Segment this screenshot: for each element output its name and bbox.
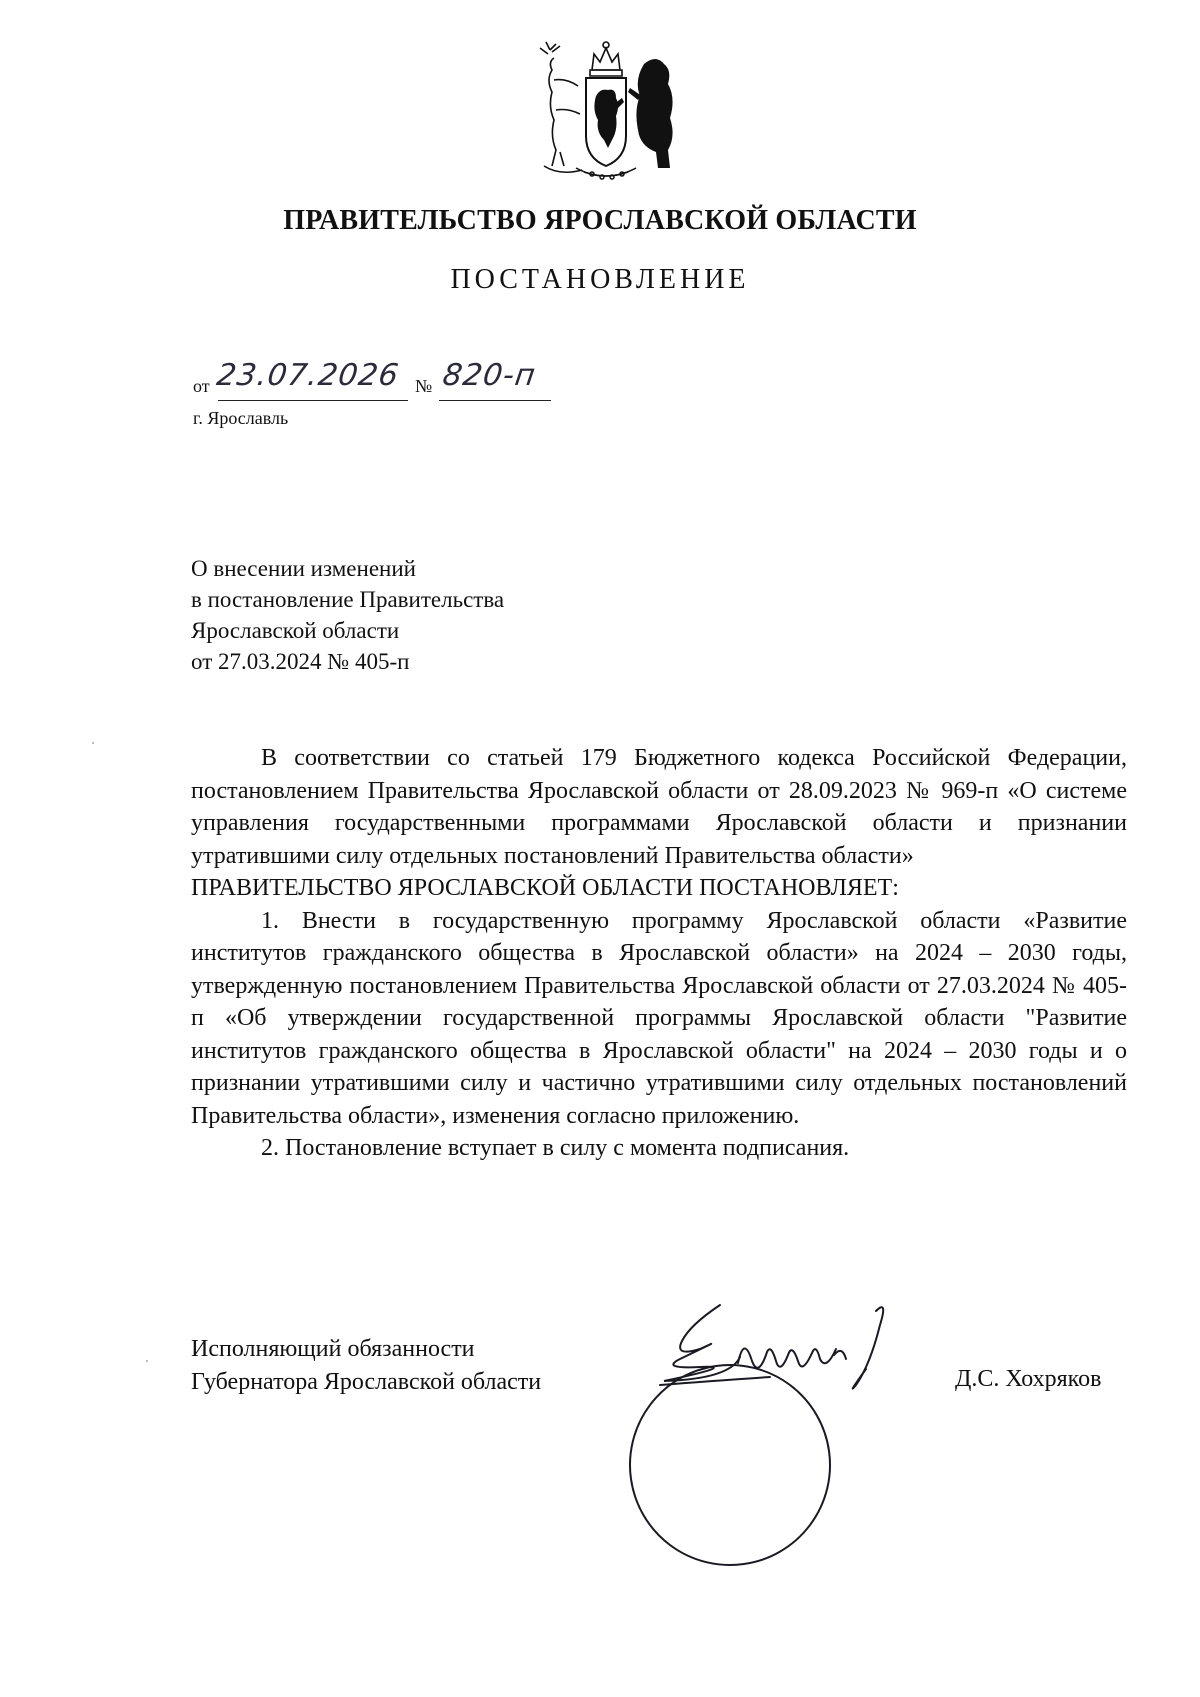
document-type: ПОСТАНОВЛЕНИЕ	[450, 264, 750, 295]
subject-block	[191, 553, 504, 677]
number-prefix: №	[415, 376, 433, 396]
signer-position	[191, 1333, 541, 1399]
scan-speck	[146, 1360, 148, 1362]
subject-line: от 27.03.2024 № 405-п	[191, 649, 410, 674]
org-title: ПРАВИТЕЛЬСТВО ЯРОСЛАВСКОЙ ОБЛАСТИ	[283, 205, 917, 236]
item-2-paragraph: 2. Постановление вступает в силу с момента подписания.	[261, 1135, 850, 1161]
preamble-paragraph: В соответствии со статьей 179 Бюджетного кодекса Российской Федерации, постановлением Правительства Ярославской области от 28.09.2023 № 969-п «О системе управления государственными программами Ярославской области и признании утратившими силу отдельных постановлений Правительства области»	[191, 745, 1127, 869]
subject-line: Ярославской области	[191, 618, 400, 643]
date-underline	[218, 400, 408, 401]
signer-position-line: Губернатора Ярославской области	[191, 1369, 542, 1395]
city: г. Ярославль	[193, 408, 289, 428]
scan-speck	[92, 742, 94, 744]
body-text	[191, 742, 1127, 1165]
date-number-line	[193, 358, 673, 408]
item-1-paragraph: 1. Внести в государственную программу Ярославской области «Развитие институтов гражданского общества в Ярославской области» на 2024 – 2030 годы, утвержденную постановлением Правительства Ярославской области от 27.03.2024 № 405-п «Об утверждении государственной программы Ярославской области "Развитие институтов гражданского общества в Ярославской области" на 2024 – 2030 годы и о признании утратившими силу и частично утратившими силу отдельных постановлений Правительства области», изменения согласно приложению.	[191, 907, 1127, 1129]
subject-line: в постановление Правительства	[191, 587, 505, 612]
coat-of-arms-icon	[530, 40, 682, 182]
subject-line: О внесении изменений	[191, 556, 416, 581]
number-underline	[439, 400, 551, 401]
signer-name: Д.С. Хохряков	[955, 1366, 1102, 1392]
document-date: 23.07.2026	[214, 358, 402, 393]
resolves-heading: ПРАВИТЕЛЬСТВО ЯРОСЛАВСКОЙ ОБЛАСТИ ПОСТАНОВЛЯЕТ:	[191, 875, 899, 901]
signer-position-line: Исполняющий обязанности	[191, 1336, 475, 1362]
date-prefix: от	[193, 376, 210, 396]
signature-icon	[620, 1285, 955, 1585]
document-number: 820-п	[440, 358, 539, 393]
